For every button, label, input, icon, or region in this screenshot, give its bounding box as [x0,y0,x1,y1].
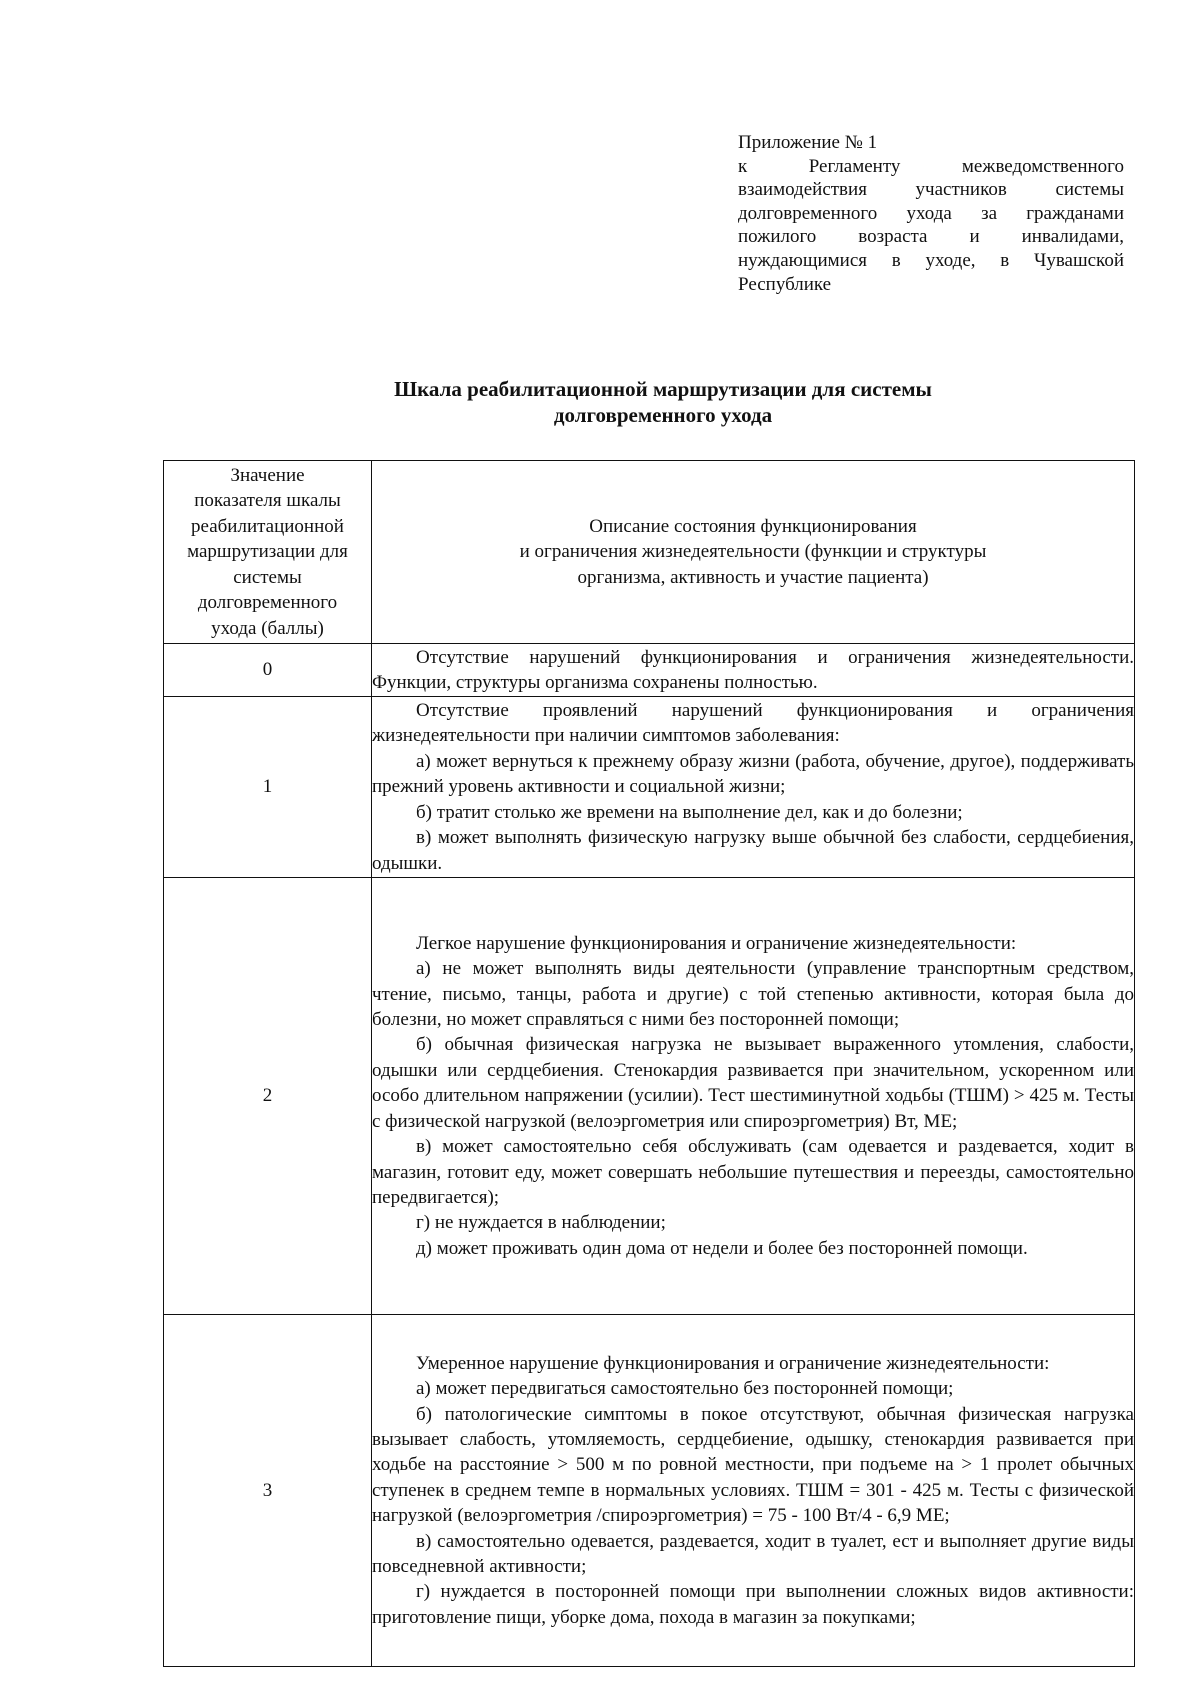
header-score-cell [164,461,372,644]
annex-note [738,131,1124,296]
header-score-line: ухода (баллы) [211,617,324,639]
annex-line: долговременного ухода за гражданами [738,202,1124,224]
desc-cell [372,644,1135,697]
header-score-line: долговременного [197,592,338,614]
header-score-line: реабилитационной [191,515,344,537]
desc-paragraph: а) может передвигаться самостоятельно без посторонней помощи; [416,1378,954,1400]
desc-cell [372,1315,1135,1667]
desc-paragraph: д) может проживать один дома от недели и более без посторонней помощи. [416,1237,1028,1259]
desc-paragraph: в) может выполнять физическую нагрузку выше обычной без слабости, сердцебиения, одышки. [372,827,1134,874]
annex-line: нуждающимися в уходе, в Чувашской [738,249,1124,271]
annex-line: Республике [738,273,832,295]
desc-paragraph: в) может самостоятельно себя обслуживать (сам одевается и раздевается, ходит в магазин, готовит еду, может совершать небольшие путешествия и переезды, самостоятельно передвигается); [372,1136,1134,1208]
title-line-2: долговременного ухода [553,403,773,427]
annex-line: Приложение № 1 [738,132,878,153]
header-score-line: Значение [230,465,305,487]
table-row [164,1315,1135,1667]
desc-cell [372,697,1135,878]
document-title [163,376,1163,428]
header-score-line: показателя шкалы [194,490,341,512]
header-desc-line: Описание состояния функционирования [589,515,917,537]
score-cell: 2 [164,878,372,1315]
desc-paragraph: Умеренное нарушение функционирования и ограничение жизнедеятельности: [416,1352,1050,1374]
annex-line: взаимодействия участников системы [738,179,1124,201]
title-line-1: Шкала реабилитационной маршрутизации для системы [394,377,932,401]
table-row [164,697,1135,878]
desc-paragraph: б) патологические симптомы в покое отсутствуют, обычная физическая нагрузка вызывает слабость, утомляемость, сердцебиение, одышку, стенокардия развивается при ходьбе на расстояние > 500 м по ровной местности, при подъеме на > 1 пролет обычных ступенек в среднем темпе в нормальных условиях. ТШМ = 301 - 425 м. Тесты с физической нагрузкой (велоэргометрия /спироэргометрия) = 75 - 100 Вт/4 - 6,9 МЕ; [372,1403,1134,1527]
score-cell: 3 [164,1315,372,1667]
desc-paragraph: Отсутствие проявлений нарушений функционирования и ограничения жизнедеятельности при наличии симптомов заболевания: [372,700,1134,747]
header-desc-cell [372,461,1135,644]
desc-paragraph: а) не может выполнять виды деятельности (управление транспортным средством, чтение, письмо, танцы, работа и другие) с той степенью активности, которая была до болезни, но может справляться с ними без посторонней помощи; [372,958,1134,1031]
header-desc-line: и ограничения жизнедеятельности (функции и структуры [519,541,987,563]
desc-paragraph: б) тратит столько же времени на выполнение дел, как и до болезни; [416,801,963,823]
header-score-line: маршрутизации для [187,541,348,563]
table-row [164,878,1135,1315]
desc-paragraph: в) самостоятельно одевается, раздевается, ходит в туалет, ест и выполняет другие виды повседневной активности; [372,1530,1134,1578]
desc-paragraph: б) обычная физическая нагрузка не вызывает выраженного утомления, слабости, одышки или сердцебиения. Стенокардия развивается при значительном, ускоренном или особо длительном напряжении (усилии). Тест шестиминутной ходьбы (ТШМ) > 425 м. Тесты с физической нагрузкой (велоэргометрия или спироэргометрия) Вт, МЕ; [372,1034,1134,1132]
desc-paragraph: Легкое нарушение функционирования и ограничение жизнедеятельности: [416,932,1017,954]
annex-line: к Регламенту межведомственного [738,155,1124,177]
table-row [164,644,1135,697]
desc-paragraph: г) нуждается в посторонней помощи при выполнении сложных видов активности: приготовление пищи, уборке дома, похода в магазин за покупками; [372,1581,1134,1628]
score-cell: 1 [164,697,372,878]
table-header-row [164,461,1135,644]
desc-paragraph: Отсутствие нарушений функционирования и ограничения жизнедеятельности. Функции, структуры организма сохранены полностью. [372,646,1134,693]
desc-paragraph: а) может вернуться к прежнему образу жизни (работа, обучение, другое), поддерживать прежний уровень активности и социальной жизни; [372,750,1134,798]
desc-cell [372,878,1135,1315]
desc-paragraph: г) не нуждается в наблюдении; [416,1212,666,1234]
rehab-scale-table [163,460,1135,1667]
score-cell: 0 [164,644,372,697]
annex-line: пожилого возраста и инвалидами, [738,226,1124,248]
header-desc-line: организма, активность и участие пациента) [577,566,929,588]
header-score-line: системы [233,566,302,588]
